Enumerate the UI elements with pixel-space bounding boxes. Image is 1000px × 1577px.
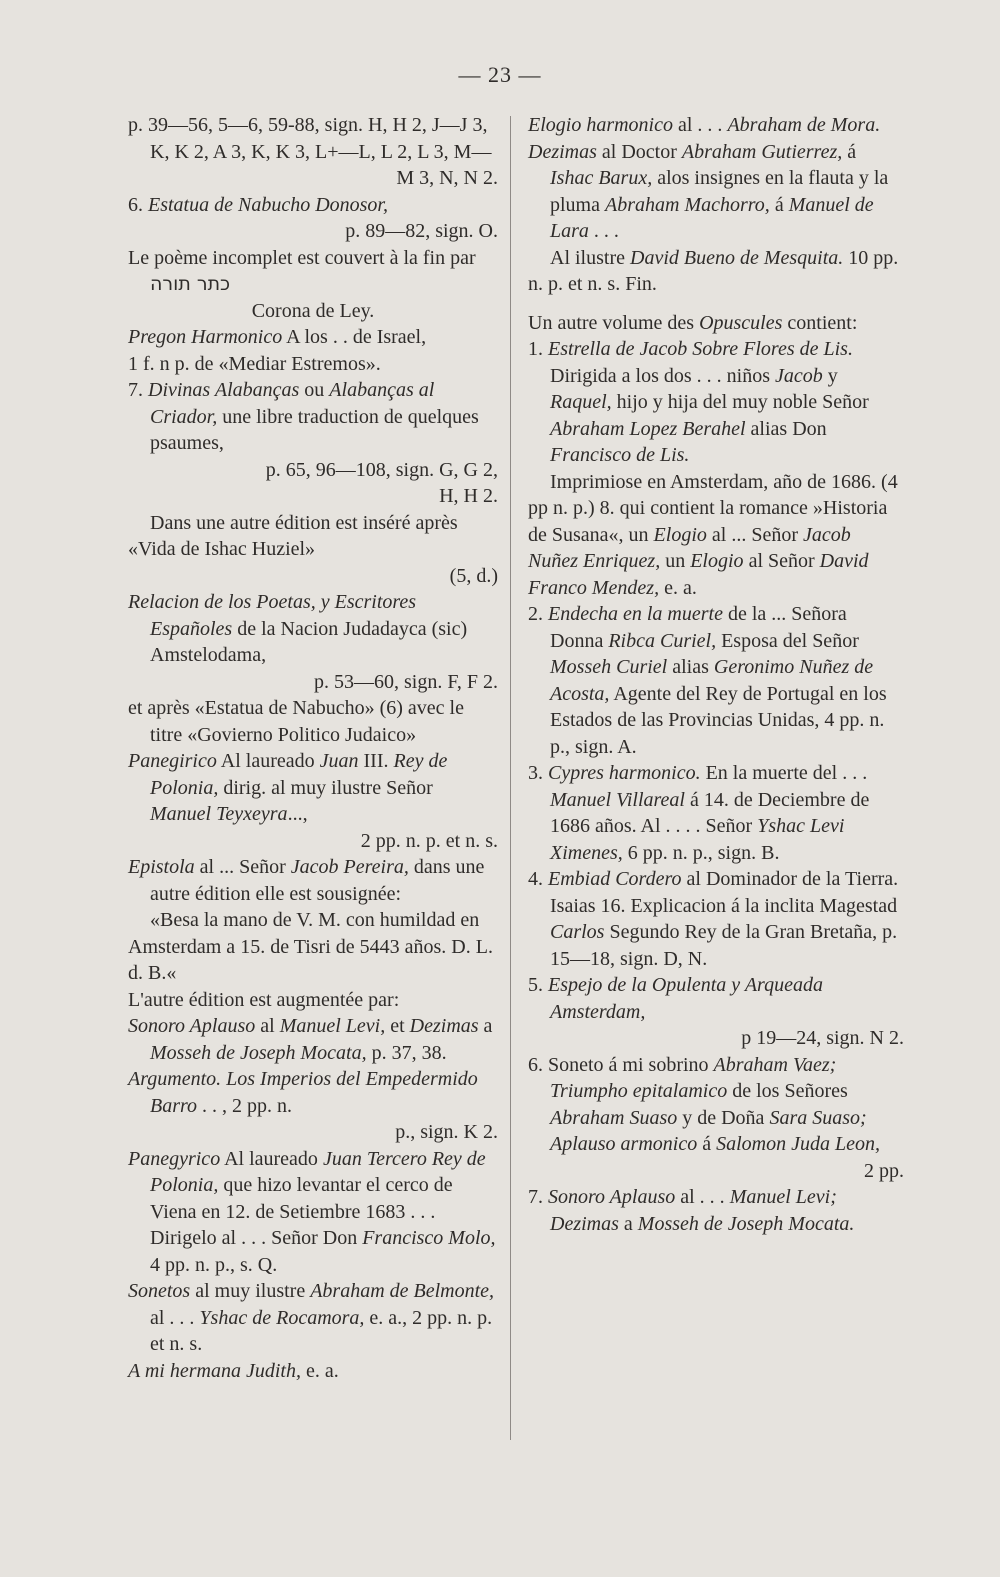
italic-title: Endecha en la muerte <box>548 603 723 625</box>
text-run: hijo y hija del muy noble Señor <box>611 391 869 413</box>
left-paragraph <box>128 907 498 987</box>
text-run: e. a. <box>659 576 697 599</box>
text-run: 2 pp. <box>864 1159 904 1182</box>
italic-title: Abraham Lopez Berahel <box>550 417 746 440</box>
italic-title: Dezimas <box>528 140 597 163</box>
italic-title: Alabanças al Criador, <box>150 379 435 428</box>
text-run: Dirigida a los dos . . . niños <box>550 364 775 387</box>
text-run: 6. <box>128 193 148 216</box>
text-run: al . . . <box>150 1306 200 1329</box>
text-run: 2. <box>528 603 548 625</box>
text-run: Al ilustre <box>550 246 630 269</box>
text-run: p. 37, 38. <box>366 1041 447 1064</box>
right-column <box>528 112 904 1237</box>
italic-title: Embiad Cordero <box>548 868 682 890</box>
text-run: de la Nacion Judadayca (sic) Amstelodama, <box>150 617 468 666</box>
page-number: — 23 — <box>458 62 542 87</box>
italic-title: Geronimo Nuñez de Acosta, <box>550 656 874 705</box>
italic-title: Manuel de Lara <box>550 193 874 242</box>
text-run: Agente del Rey de Portugal en los Estados de las Provincias Unidas, 4 pp. n. p., sign. A. <box>550 682 887 758</box>
left-paragraph <box>128 510 498 563</box>
italic-title: Juan Tercero Rey de Polonia, <box>150 1147 486 1196</box>
italic-title: Ribca Curiel, <box>608 629 717 652</box>
text-run: p. 53—60, sign. F, F 2. <box>314 670 498 693</box>
left-paragraph <box>128 377 498 457</box>
italic-title: Abraham Machorro, <box>605 193 770 216</box>
left-paragraph <box>128 669 498 696</box>
text-run: Segundo Rey de la Gran Bretaña, p. 15—18, sign. D, N. <box>550 921 898 970</box>
right-paragraph <box>528 112 904 139</box>
text-run: . . . <box>588 220 619 242</box>
text-run: al Señor <box>743 550 820 572</box>
text-run: 2 pp. n. p. et n. s. <box>360 829 498 852</box>
italic-title: Rey de Polonia, <box>150 750 448 799</box>
italic-title: Manuel Villareal <box>550 788 685 811</box>
italic-title: Sonoro Aplauso <box>548 1186 676 1208</box>
text-run: p. 65, 96—108, sign. G, G 2, <box>265 458 498 481</box>
italic-title: David Bueno de Mesquita. <box>630 246 844 269</box>
left-paragraph <box>128 1119 498 1146</box>
italic-title: Juan <box>319 750 359 772</box>
italic-title: Francisco Molo, <box>362 1227 496 1249</box>
italic-title: Sara Suaso; Aplauso armonico <box>550 1106 867 1155</box>
text-run: . . , 2 pp. n. <box>197 1094 293 1117</box>
text-run: á <box>697 1133 717 1155</box>
text-run: al ... Señor <box>194 856 291 878</box>
text-run: Imprimiose en Amsterdam, año de 1686. (4 pp n. p.) 8. qui contient la romance »Historia de Susana«, un <box>528 470 898 546</box>
text-run: A los . . de Israel, <box>282 326 427 348</box>
text-run: a <box>478 1015 493 1037</box>
text-run: 10 pp. n. p. et n. s. Fin. <box>528 246 899 295</box>
text-run: al . . . <box>675 1186 730 1208</box>
italic-title: A mi hermana Judith, <box>128 1359 301 1382</box>
text-run: 6. Soneto á mi sobrino <box>528 1053 714 1076</box>
text-run: al <box>255 1015 280 1037</box>
text-run: Al laureado <box>220 1147 323 1170</box>
italic-title: Carlos <box>550 921 605 943</box>
italic-title: Raquel, <box>550 391 612 413</box>
text-run: 5. <box>528 974 548 996</box>
left-paragraph <box>128 298 498 325</box>
hebrew-title: כתר תורה <box>150 273 231 295</box>
left-paragraph <box>128 1146 498 1279</box>
italic-title: Francisco de Lis. <box>550 444 690 466</box>
text-run: p., sign. K 2. <box>395 1121 498 1143</box>
italic-title: Elogio harmonico <box>528 114 673 136</box>
text-run: que hizo levantar el cerco de Viena en 12. de Setiembre 1683 . . . Dirigelo al . . . Señor Don <box>150 1174 453 1249</box>
italic-title: Abraham de Mora. <box>727 114 881 136</box>
text-run: p. 89—82, sign. O. <box>345 220 498 242</box>
text-run: al muy ilustre <box>190 1280 311 1302</box>
text-run: 4 pp. n. p., s. Q. <box>150 1253 278 1276</box>
italic-title: Dezimas <box>409 1015 479 1037</box>
column-divider <box>510 116 511 1440</box>
italic-title: Ishac Barux, <box>550 167 653 189</box>
text-run: a <box>618 1212 638 1235</box>
italic-title: Espejo de la Opulenta y Arqueada Amsterdam, <box>548 974 823 1023</box>
text-run: (5, d.) <box>449 564 498 587</box>
italic-title: David Franco Mendez, <box>528 550 869 599</box>
text-run: un <box>660 550 691 572</box>
italic-title: Estrella de Jacob Sobre Flores de Lis. <box>548 338 853 360</box>
text-run: al ... Señor <box>706 523 803 546</box>
text-run: 7. <box>528 1186 548 1208</box>
text-run: y <box>822 364 838 387</box>
italic-title: Elogio <box>653 523 707 546</box>
text-run: Corona de Ley. <box>251 299 375 322</box>
text-run: á <box>769 193 789 216</box>
italic-title: Mosseh de Joseph Mocata. <box>637 1212 855 1235</box>
italic-title: Elogio <box>690 550 744 572</box>
right-paragraph <box>528 1052 904 1158</box>
left-paragraph <box>128 695 498 748</box>
italic-title: Mosseh Curiel <box>550 656 668 678</box>
italic-title: Manuel Levi; Dezimas <box>550 1186 837 1235</box>
text-run: 3. <box>528 762 548 784</box>
text-run: Dans une autre édition est inséré après «Vida de Ishac Huziel» <box>128 511 458 560</box>
text-run: H, H 2. <box>439 485 498 507</box>
right-paragraph <box>528 336 904 469</box>
italic-title: Jacob Pereira, <box>290 856 409 878</box>
text-run: ou <box>299 379 330 401</box>
text-run: contient: <box>782 311 858 334</box>
right-paragraph <box>528 1184 904 1237</box>
left-paragraph <box>128 987 498 1014</box>
left-paragraph <box>128 563 498 590</box>
left-paragraph <box>128 112 498 165</box>
text-run: e. a. <box>300 1359 339 1382</box>
text-run: al . . . <box>673 114 728 136</box>
text-run: Le poème incomplet est couvert à la fin par <box>128 246 476 269</box>
left-paragraph <box>128 1066 498 1119</box>
text-run: L'autre édition est augmentée par: <box>128 988 400 1011</box>
left-paragraph <box>128 748 498 828</box>
left-paragraph <box>128 1358 498 1385</box>
italic-title: Yshac de Rocamora, <box>199 1306 365 1329</box>
italic-title: Panegirico <box>128 750 217 772</box>
text-run: p. 39—56, 5—6, 59-88, sign. H, H 2, J—J 3, K, K 2, A 3, K, K 3, L+—L, L 2, L 3, M— <box>128 114 492 163</box>
italic-title: Manuel Levi, <box>279 1015 386 1037</box>
left-paragraph <box>128 1278 498 1358</box>
left-paragraph <box>128 324 498 351</box>
italic-title: Salomon Juda Leon, <box>716 1133 880 1155</box>
right-paragraph <box>528 469 904 602</box>
text-run: dans une autre édition elle est sousignée: <box>150 856 485 905</box>
left-paragraph <box>128 457 498 484</box>
text-run: M 3, N, N 2. <box>396 167 498 189</box>
right-paragraph <box>528 1025 904 1052</box>
right-paragraph <box>528 601 904 760</box>
text-run: et après «Estatua de Nabucho» (6) avec le titre «Govierno Politico Judaico» <box>128 697 464 746</box>
text-run: En la muerte del . . . <box>700 762 868 784</box>
right-paragraph <box>528 1158 904 1185</box>
italic-title: Yshac Levi Ximenes, <box>550 815 845 864</box>
left-paragraph <box>128 854 498 907</box>
text-run: ..., <box>287 803 308 825</box>
italic-title: Abraham de Belmonte, <box>310 1280 495 1302</box>
italic-title: Opuscules <box>699 311 783 334</box>
text-run: 1. <box>528 338 548 360</box>
italic-title: Epistola <box>128 856 195 878</box>
right-paragraph <box>528 310 904 337</box>
text-run: 6 pp. n. p., sign. B. <box>622 841 780 864</box>
left-paragraph <box>128 483 498 510</box>
left-paragraph <box>128 192 498 219</box>
text-run: p 19—24, sign. N 2. <box>741 1027 904 1049</box>
left-paragraph <box>128 1013 498 1066</box>
text-run: á 14. de Deciembre de 1686 años. Al . . . . Señor <box>550 788 870 837</box>
italic-title: Relacion de los Poetas, y Escritores Españoles <box>128 591 417 640</box>
text-run: al Dominador de la Tierra. Isaias 16. Explicacion á la inclita Magestad <box>550 868 899 917</box>
right-paragraph <box>528 760 904 866</box>
italic-title: Sonoro Aplauso <box>128 1015 256 1037</box>
italic-title: Abraham Vaez; Triumpho epitalamico <box>550 1053 837 1102</box>
left-paragraph <box>128 218 498 245</box>
italic-title: Abraham Suaso <box>550 1106 678 1129</box>
left-paragraph <box>128 165 498 192</box>
left-paragraph <box>128 351 498 378</box>
text-run: Un autre volume des <box>528 311 700 334</box>
italic-title: Jacob <box>775 364 823 387</box>
text-run: de la ... Señora Donna <box>550 603 847 652</box>
left-paragraph <box>128 828 498 855</box>
text-run: et <box>385 1015 410 1037</box>
right-paragraph <box>528 245 904 298</box>
italic-title: Divinas Alabanças <box>148 379 300 401</box>
text-run: «Besa la mano de V. M. con humildad en Amsterdam a 15. de Tisri de 5443 años. D. L. d. B.« <box>128 909 493 984</box>
text-run: e. a., 2 pp. n. p. et n. s. <box>150 1306 493 1355</box>
italic-title: Manuel Teyxeyra <box>150 803 288 825</box>
italic-title: Estatua de Nabucho Donosor, <box>148 193 388 216</box>
text-run: Esposa del Señor <box>716 629 859 652</box>
italic-title: Abraham Gutierrez, <box>681 140 843 163</box>
text-run: 1 f. n p. de «Mediar Estremos». <box>128 352 381 375</box>
text-run: y de Doña <box>677 1106 770 1129</box>
right-paragraph <box>528 139 904 245</box>
left-paragraph <box>128 589 498 669</box>
text-run: 4. <box>528 868 548 890</box>
right-paragraph <box>528 972 904 1025</box>
text-run: de los Señores <box>727 1080 848 1102</box>
left-column <box>128 112 498 1384</box>
italic-title: Cypres harmonico. <box>548 762 701 784</box>
italic-title: Mosseh de Joseph Mocata, <box>150 1041 367 1064</box>
italic-title: Pregon Harmonico <box>128 326 283 348</box>
text-run: dirig. al muy ilustre Señor <box>218 776 433 799</box>
left-paragraph <box>128 245 498 298</box>
text-run: al Doctor <box>596 140 682 163</box>
text-run: alos insignes en la flauta y la pluma <box>550 167 889 216</box>
text-run: alias Don <box>745 417 827 440</box>
text-run: III. <box>358 750 394 772</box>
text-run: une libre traduction de quelques psaumes, <box>150 405 479 454</box>
text-run: 7. <box>128 379 148 401</box>
text-run: Al laureado <box>216 750 320 772</box>
text-run: á <box>842 140 857 163</box>
italic-title: Sonetos <box>128 1280 191 1302</box>
italic-title: Panegyrico <box>128 1147 221 1170</box>
text-run: alias <box>667 656 714 678</box>
italic-title: Argumento. Los Imperios del Empedermido Barro <box>128 1068 478 1117</box>
right-paragraph <box>528 866 904 972</box>
italic-title: Jacob Nuñez Enriquez, <box>528 523 851 572</box>
